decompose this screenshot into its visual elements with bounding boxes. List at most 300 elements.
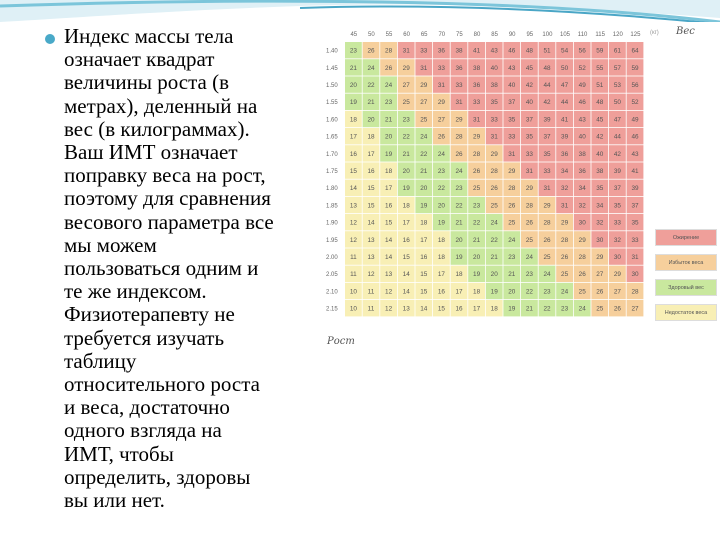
weight-tick-label: 95 — [526, 32, 534, 38]
bmi-cell-value: 10 — [349, 288, 357, 296]
bmi-cell-value: 12 — [349, 219, 357, 227]
bmi-cell-value: 28 — [455, 133, 463, 141]
bmi-cell-value: 21 — [349, 64, 357, 72]
bmi-cell-value: 29 — [596, 254, 604, 261]
bmi-cell-value: 25 — [473, 185, 481, 193]
bmi-cell-value: 41 — [473, 47, 481, 55]
bmi-cell-value: 25 — [490, 202, 498, 210]
bmi-cell-value: 28 — [543, 219, 551, 227]
bmi-cell-value: 45 — [596, 116, 604, 124]
bmi-cell-value: 20 — [420, 185, 428, 193]
bmi-cell-value: 14 — [402, 271, 410, 279]
bmi-cell-value: 34 — [561, 168, 569, 175]
height-tick-label: 1.80 — [326, 186, 338, 193]
bmi-cell-value: 40 — [578, 133, 586, 141]
bmi-cell-value: 19 — [385, 150, 393, 158]
weight-axis-label: Вес — [676, 26, 695, 37]
bmi-cell-value: 43 — [508, 64, 516, 72]
bmi-cell-value: 19 — [349, 99, 357, 107]
bmi-cell-value: 22 — [420, 150, 428, 158]
bmi-cell-value: 48 — [525, 47, 533, 55]
bmi-cell-value: 12 — [349, 236, 357, 244]
bmi-cell-value: 15 — [367, 185, 375, 193]
bmi-cell-value: 29 — [402, 64, 410, 72]
bmi-cell-value: 26 — [455, 150, 463, 158]
bmi-cell-value: 18 — [437, 254, 445, 261]
bmi-cell-value: 29 — [508, 168, 516, 175]
bmi-cell-value: 21 — [385, 116, 393, 124]
bmi-cell-value: 44 — [543, 82, 551, 89]
bmi-cell-value: 18 — [473, 288, 481, 296]
bmi-cell-value: 27 — [613, 288, 621, 296]
bullet-icon — [45, 34, 55, 44]
bmi-cell-value: 32 — [561, 185, 569, 193]
bmi-cell-value: 17 — [437, 271, 445, 279]
height-axis-label: Рост — [327, 336, 355, 347]
bmi-cell-value: 31 — [473, 116, 481, 124]
bmi-cell-value: 26 — [385, 64, 393, 72]
bmi-cell-value: 25 — [578, 288, 586, 296]
bmi-cell-value: 31 — [455, 99, 463, 107]
bmi-cell-value: 18 — [490, 305, 498, 313]
legend-label: Избыток веса — [668, 259, 704, 266]
bmi-cell-value: 30 — [631, 271, 639, 279]
bmi-cell-value: 29 — [490, 150, 498, 158]
bmi-cell-value: 29 — [561, 219, 569, 227]
bmi-cell-value: 36 — [578, 168, 586, 175]
legend-healthy — [655, 279, 717, 296]
height-tick-label: 1.55 — [326, 100, 338, 107]
bmi-cell-value: 26 — [437, 133, 445, 141]
bmi-cell-value: 13 — [402, 305, 410, 313]
bmi-cell-value: 31 — [631, 254, 639, 261]
bmi-cell-value: 17 — [420, 236, 428, 244]
bmi-cell-value: 39 — [543, 116, 551, 124]
bmi-cell-value: 44 — [613, 133, 621, 141]
bmi-table-figure — [324, 22, 720, 348]
height-tick-label: 1.75 — [326, 169, 338, 175]
bmi-cell-value: 21 — [420, 168, 428, 175]
bmi-cell-value: 27 — [402, 82, 410, 89]
bmi-cell-value: 46 — [578, 99, 586, 107]
bmi-cell-value: 35 — [490, 99, 498, 107]
bmi-cell-value: 28 — [578, 254, 586, 261]
height-tick-label: 2.10 — [326, 289, 338, 296]
bmi-cell-value: 20 — [367, 116, 375, 124]
height-tick-label: 1.40 — [326, 48, 338, 55]
bmi-cell-value: 15 — [420, 288, 428, 296]
bmi-cell-value: 22 — [473, 219, 481, 227]
weight-units-label: (кг) — [650, 30, 659, 36]
bmi-cell-value: 24 — [490, 219, 498, 227]
bmi-cell-value: 23 — [473, 202, 481, 210]
bmi-cell-value: 36 — [437, 47, 445, 55]
bmi-cell-value: 18 — [402, 202, 410, 210]
weight-tick-label: 60 — [403, 32, 410, 38]
bmi-cell-value: 56 — [631, 82, 639, 89]
bmi-cell-value: 23 — [508, 254, 516, 261]
bmi-cell-value: 37 — [508, 99, 516, 107]
bmi-cell-value: 17 — [402, 219, 410, 227]
bmi-cell-value: 21 — [525, 305, 533, 313]
bmi-cell-value: 40 — [596, 150, 604, 158]
bmi-cell-value: 29 — [455, 116, 463, 124]
bmi-cell-value: 20 — [508, 288, 516, 296]
bmi-cell-value: 29 — [525, 185, 533, 193]
bmi-cell-value: 11 — [367, 288, 375, 296]
bmi-cell-value: 52 — [578, 64, 586, 72]
bmi-cell-value: 39 — [613, 168, 621, 175]
bmi-cell-value: 35 — [543, 150, 551, 158]
bmi-cell-value: 35 — [525, 133, 533, 141]
bmi-cell-value: 45 — [525, 64, 533, 72]
bmi-cell-value: 12 — [385, 288, 393, 296]
bmi-cell-value: 21 — [490, 254, 498, 261]
bmi-cell-value: 23 — [561, 305, 569, 313]
bmi-cell-value: 31 — [420, 64, 428, 72]
bmi-cell-value: 20 — [455, 236, 463, 244]
bmi-cell-value: 25 — [402, 99, 410, 107]
bmi-cell-value: 34 — [596, 202, 604, 210]
bmi-cell-value: 64 — [631, 47, 639, 55]
bmi-cell-value: 19 — [455, 254, 463, 261]
weight-tick-label: 55 — [385, 32, 393, 38]
bmi-cell-value: 27 — [437, 116, 445, 124]
bmi-cell-value: 32 — [578, 202, 586, 210]
bmi-cell-value: 21 — [455, 219, 463, 227]
bmi-cell-value: 43 — [631, 150, 639, 158]
bmi-cell-value: 56 — [578, 47, 586, 55]
bmi-cell-value: 18 — [437, 236, 445, 244]
bmi-cell-value: 25 — [508, 219, 516, 227]
bmi-cell-value: 44 — [561, 99, 569, 107]
height-tick-label: 2.00 — [326, 255, 338, 261]
weight-tick-label: 110 — [577, 32, 588, 38]
bmi-cell-value: 20 — [473, 254, 481, 261]
bmi-cell-value: 12 — [385, 305, 393, 313]
bmi-cell-value: 48 — [543, 64, 551, 72]
bmi-cell-value: 30 — [596, 236, 604, 244]
legend-obese — [655, 229, 717, 246]
bmi-cell-value: 17 — [473, 305, 481, 313]
bmi-cell-value: 14 — [367, 219, 375, 227]
bmi-cell-value: 41 — [631, 168, 639, 175]
bmi-cell-value: 31 — [508, 150, 516, 158]
bmi-cell-value: 25 — [561, 271, 569, 279]
bmi-cell-value: 47 — [561, 82, 569, 89]
bmi-cell-value: 28 — [508, 185, 516, 193]
bmi-cell-value: 21 — [508, 271, 516, 279]
bmi-cell-value: 19 — [420, 202, 428, 210]
bmi-cell-value: 22 — [437, 185, 445, 193]
bmi-cell-value: 26 — [473, 168, 481, 175]
bmi-heatmap — [324, 22, 720, 348]
bmi-cell-value: 25 — [525, 236, 533, 244]
bmi-cell-value: 17 — [349, 133, 357, 141]
weight-tick-label: 45 — [350, 32, 358, 38]
bmi-cell-value: 14 — [402, 288, 410, 296]
bmi-cell-value: 37 — [525, 116, 533, 124]
bmi-cell-value: 15 — [437, 305, 445, 313]
height-tick-label: 1.90 — [326, 220, 338, 227]
bmi-cell-value: 24 — [437, 150, 445, 158]
bmi-cell-value: 24 — [385, 82, 393, 89]
height-tick-label: 1.95 — [326, 237, 338, 244]
bmi-cell-value: 22 — [490, 236, 498, 244]
height-tick-label: 1.85 — [326, 203, 338, 210]
bmi-cell-value: 33 — [473, 99, 481, 107]
bmi-cell-value: 29 — [437, 99, 445, 107]
bmi-cell-value: 33 — [420, 47, 428, 55]
bmi-cell-value: 15 — [385, 219, 393, 227]
bmi-cell-value: 23 — [385, 99, 393, 107]
bmi-cell-value: 18 — [385, 168, 393, 175]
height-tick-label: 2.15 — [326, 306, 338, 313]
bmi-cell-value: 33 — [543, 168, 551, 175]
bmi-cell-value: 23 — [437, 168, 445, 175]
bmi-cell-value: 27 — [631, 305, 639, 313]
bmi-cell-value: 11 — [350, 271, 357, 279]
legend-overweight — [655, 254, 717, 271]
bmi-cell-value: 26 — [561, 254, 569, 261]
height-tick-label: 1.50 — [326, 83, 338, 89]
bmi-cell-value: 38 — [455, 47, 463, 55]
bmi-cell-value: 46 — [631, 133, 639, 141]
bmi-cell-value: 14 — [349, 185, 357, 193]
bmi-cell-value: 25 — [543, 254, 551, 261]
bmi-cell-value: 23 — [455, 185, 463, 193]
legend-label: Здоровый вес — [668, 284, 704, 291]
bmi-cell-value: 22 — [402, 133, 410, 141]
height-tick-label: 1.65 — [326, 134, 338, 141]
bmi-cell-value: 19 — [508, 305, 516, 313]
bmi-cell-value: 14 — [385, 236, 393, 244]
bmi-cell-value: 38 — [596, 168, 604, 175]
bmi-cell-value: 23 — [543, 288, 551, 296]
bmi-cell-value: 16 — [349, 150, 357, 158]
bmi-cell-value: 23 — [525, 271, 533, 279]
bmi-cell-value: 20 — [349, 82, 357, 89]
bmi-cell-value: 30 — [613, 254, 621, 261]
bmi-cell-value: 53 — [613, 82, 621, 89]
bmi-cell-value: 15 — [349, 168, 357, 175]
bmi-cell-value: 33 — [631, 236, 639, 244]
bmi-cell-value: 54 — [561, 47, 569, 55]
bmi-cell-value: 37 — [613, 185, 621, 193]
bmi-cell-value: 39 — [631, 185, 639, 193]
bmi-cell-value: 27 — [596, 271, 604, 279]
bmi-cell-value: 21 — [367, 99, 375, 107]
bmi-cell-value: 24 — [525, 254, 533, 261]
bmi-cell-value: 28 — [385, 47, 393, 55]
weight-tick-label: 100 — [542, 32, 553, 38]
bmi-cell-value: 24 — [508, 236, 516, 244]
bmi-cell-value: 13 — [367, 236, 375, 244]
bmi-cell-value: 14 — [420, 305, 428, 313]
bmi-cell-value: 22 — [525, 288, 533, 296]
bmi-cell-value: 24 — [420, 133, 428, 141]
bmi-cell-value: 26 — [596, 288, 604, 296]
bmi-cell-value: 26 — [508, 202, 516, 210]
bmi-cell-value: 31 — [437, 82, 445, 89]
bmi-cell-value: 25 — [420, 116, 428, 124]
bmi-cell-value: 28 — [473, 150, 481, 158]
bmi-cell-value: 37 — [631, 202, 639, 210]
bmi-cell-value: 42 — [613, 150, 621, 158]
height-tick-label: 2.05 — [326, 272, 338, 279]
bmi-cell-value: 26 — [578, 271, 586, 279]
bmi-cell-value: 34 — [578, 185, 586, 193]
bmi-cell-value: 61 — [613, 47, 621, 55]
weight-tick-label: 105 — [559, 32, 571, 38]
weight-tick-label: 70 — [438, 32, 446, 38]
bmi-cell-value: 40 — [525, 99, 533, 107]
bmi-cell-value: 18 — [367, 133, 375, 141]
bmi-cell-value: 20 — [437, 202, 445, 210]
bmi-cell-value: 12 — [367, 271, 375, 279]
bmi-cell-value: 26 — [367, 47, 375, 55]
weight-tick-label: 75 — [456, 32, 463, 38]
weight-tick-label: 85 — [491, 32, 498, 38]
bmi-cell-value: 39 — [561, 133, 569, 141]
bmi-cell-value: 27 — [420, 99, 428, 107]
bmi-cell-value: 22 — [367, 82, 375, 89]
bmi-cell-value: 49 — [578, 82, 586, 89]
bmi-cell-value: 17 — [385, 185, 393, 193]
bmi-cell-value: 26 — [490, 185, 498, 193]
bmi-cell-value: 23 — [402, 116, 410, 124]
bmi-cell-value: 14 — [385, 254, 393, 261]
bmi-cell-value: 42 — [543, 99, 551, 107]
bmi-cell-value: 35 — [631, 219, 639, 227]
bmi-cell-value: 19 — [402, 185, 410, 193]
bmi-cell-value: 35 — [613, 202, 621, 210]
bmi-cell-value: 18 — [349, 116, 357, 124]
bmi-cell-value: 28 — [561, 236, 569, 244]
bmi-cell-value: 23 — [349, 47, 357, 55]
bmi-cell-value: 19 — [437, 219, 445, 227]
bmi-cell-value: 42 — [525, 82, 533, 89]
height-tick-label: 1.70 — [326, 151, 338, 158]
bmi-cell-value: 33 — [613, 219, 621, 227]
bmi-cell-value: 22 — [543, 305, 551, 313]
bmi-cell-value: 38 — [490, 82, 498, 89]
bmi-cell-value: 59 — [596, 47, 604, 55]
bmi-cell-value: 24 — [367, 64, 375, 72]
bmi-cell-value: 33 — [490, 116, 498, 124]
bmi-cell-value: 31 — [543, 185, 551, 193]
bmi-cell-value: 21 — [473, 236, 481, 244]
bmi-cell-value: 20 — [385, 133, 393, 141]
slide-body-text: Индекс массы тела означает квадрат величины роста (в метрах), деленный на вес (в килограммах). Ваш ИМТ означает поправку веса на рост, поэтому для сравнения весового параметра все мы можем пользоваться одним и те же индексом. Физиотерапевту не требуется изучать таблицу относительного роста и веса, достаточно одного взгляда на ИМТ, чтобы определить, здоровы вы или нет. — [64, 24, 274, 513]
bmi-cell-value: 50 — [613, 99, 621, 107]
bmi-cell-value: 29 — [473, 133, 481, 141]
bmi-cell-value: 32 — [613, 236, 621, 244]
bmi-cell-value: 17 — [455, 288, 463, 296]
bmi-cell-value: 41 — [561, 116, 569, 124]
bmi-cell-value: 33 — [437, 64, 445, 72]
bmi-cell-value: 17 — [367, 150, 375, 158]
bmi-cell-value: 35 — [596, 185, 604, 193]
bmi-cell-value: 26 — [613, 305, 621, 313]
bmi-cell-value: 24 — [455, 168, 463, 175]
legend-label: Недостаток веса — [664, 309, 708, 316]
bmi-cell-value: 24 — [543, 271, 551, 279]
bmi-cell-value: 30 — [578, 219, 586, 227]
legend-label: Ожирение — [672, 234, 700, 241]
bmi-cell-value: 31 — [490, 133, 498, 141]
height-tick-label: 1.60 — [326, 117, 338, 124]
bmi-cell-value: 46 — [508, 47, 516, 55]
bmi-cell-value: 35 — [508, 116, 516, 124]
bmi-cell-value: 33 — [508, 133, 516, 141]
bmi-cell-value: 28 — [631, 288, 639, 296]
bmi-cell-value: 11 — [367, 305, 375, 313]
bmi-cell-value: 29 — [613, 271, 621, 279]
bmi-cell-value: 10 — [349, 305, 357, 313]
bmi-cell-value: 13 — [367, 254, 375, 261]
weight-tick-label: 120 — [612, 32, 623, 38]
bmi-cell-value: 24 — [578, 305, 586, 313]
bmi-cell-value: 31 — [561, 202, 569, 210]
bmi-cell-value: 28 — [490, 168, 498, 175]
bmi-cell-value: 49 — [631, 116, 639, 124]
bullet-paragraph — [45, 25, 325, 512]
bmi-cell-value: 42 — [596, 133, 604, 141]
bmi-cell-value: 18 — [420, 219, 428, 227]
bmi-cell-value: 36 — [473, 82, 481, 89]
bmi-cell-value: 26 — [543, 236, 551, 244]
bmi-cell-value: 37 — [543, 133, 551, 141]
bmi-cell-value: 16 — [367, 168, 375, 175]
bmi-cell-value: 21 — [402, 150, 410, 158]
bmi-cell-value: 55 — [596, 64, 604, 72]
legend-underweight — [655, 304, 717, 321]
bmi-cell-value: 19 — [473, 271, 481, 279]
bmi-cell-value: 20 — [490, 271, 498, 279]
bmi-cell-value: 51 — [543, 47, 551, 55]
bmi-cell-value: 26 — [525, 219, 533, 227]
weight-tick-label: 65 — [420, 32, 428, 38]
bmi-cell-value: 25 — [596, 305, 604, 313]
weight-tick-label: 90 — [508, 32, 516, 38]
bmi-cell-value: 38 — [473, 64, 481, 72]
bmi-cell-value: 20 — [402, 168, 410, 175]
bmi-cell-value: 32 — [596, 219, 604, 227]
bmi-cell-value: 22 — [455, 202, 463, 210]
bmi-cell-value: 40 — [490, 64, 498, 72]
bmi-cell-value: 18 — [455, 271, 463, 279]
bmi-cell-value: 31 — [402, 47, 410, 55]
bmi-cell-value: 13 — [349, 202, 357, 210]
bmi-cell-value: 16 — [420, 254, 428, 261]
weight-tick-label: 50 — [368, 32, 375, 38]
bmi-cell-value: 36 — [561, 150, 569, 158]
bmi-cell-value: 52 — [631, 99, 639, 107]
bmi-cell-value: 47 — [613, 116, 621, 124]
bmi-cell-value: 19 — [490, 288, 498, 296]
bmi-cell-value: 16 — [385, 202, 393, 210]
bmi-cell-value: 11 — [350, 254, 357, 261]
bmi-cell-value: 38 — [578, 150, 586, 158]
bmi-cell-value: 48 — [596, 99, 604, 107]
bmi-cell-value: 36 — [455, 64, 463, 72]
bmi-cell-value: 15 — [367, 202, 375, 210]
bmi-cell-value: 33 — [455, 82, 463, 89]
bmi-cell-value: 29 — [420, 82, 428, 89]
bmi-cell-value: 16 — [402, 236, 410, 244]
bmi-cell-value: 59 — [631, 64, 639, 72]
